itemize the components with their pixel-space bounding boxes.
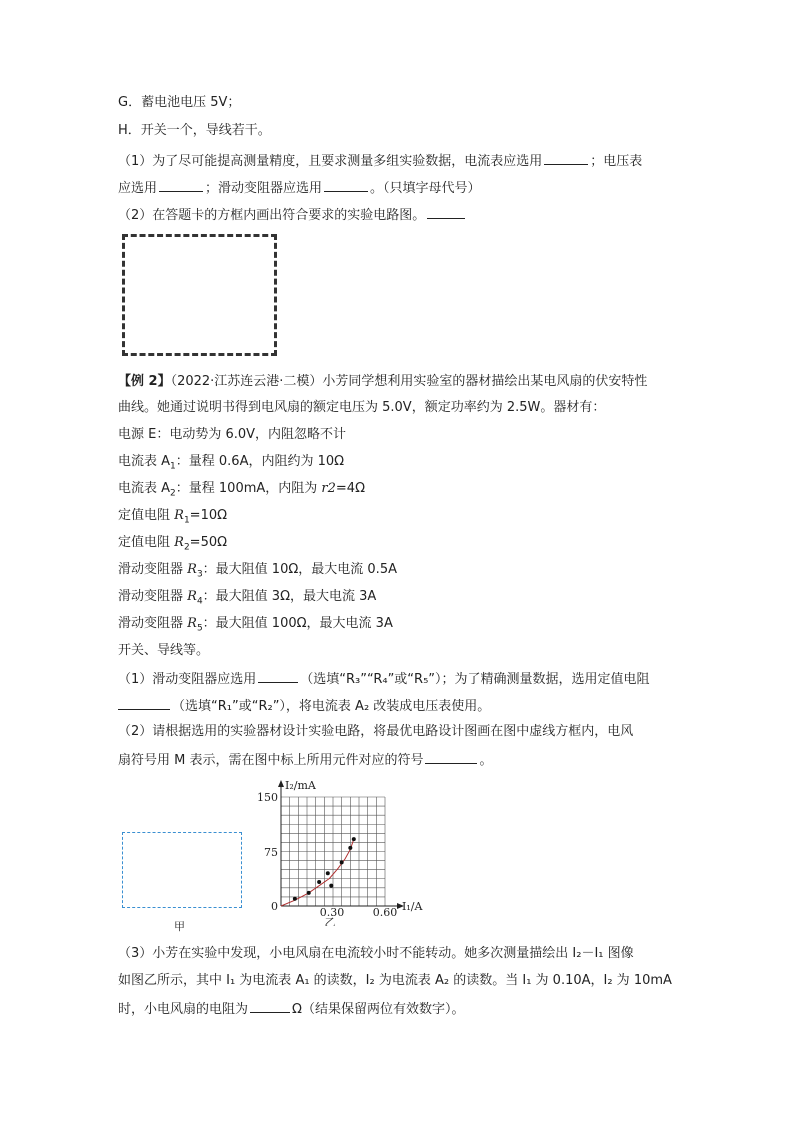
answer-blank-resistor-choice[interactable] [118,695,170,710]
equipment-power: 电源 E：电动势为 6.0V，内阻忽略不计 [118,427,347,442]
symbol: R [187,616,197,631]
subscript: 2 [170,488,176,499]
text: Ω（结果保留两位有效数字）。 [292,1002,465,1017]
text: ：最大阻值 3Ω，最大电流 3A [202,589,377,604]
answer-blank-rheostat-choice[interactable] [258,668,298,683]
part-1-line-a [118,668,650,690]
symbol: R [187,589,197,604]
question-2-line [118,204,467,226]
answer-blank-voltmeter[interactable] [159,177,203,192]
text: =10Ω [189,508,228,523]
text: 电流表 A [118,481,171,496]
equipment-r4 [118,587,376,612]
subscript: 1 [170,461,176,472]
line-g: G．蓄电池电压 5V； [118,95,241,110]
example-2-line-b: 曲线。她通过说明书得到电风扇的额定电压为 5.0V，额定功率约为 2.5W。器材有： [118,400,606,415]
equipment-r5 [118,614,393,639]
x-tick-label-030: 0.30 [319,906,345,919]
subscript: 3 [196,569,203,580]
y-axis-label: I₂/mA [285,779,316,792]
data-point-7 [348,846,352,850]
text: 。 [479,753,493,768]
answer-blank-rheostat[interactable] [324,177,368,192]
text: 时，小电风扇的电阻为 [118,1002,249,1017]
symbol: R [187,562,197,577]
text: 滑动变阻器 [118,589,188,604]
text: 滑动变阻器 [118,562,188,577]
answer-blank-circuit[interactable] [427,204,465,219]
text: （选填“R₁”或“R₂”），将电流表 A₂ 改装成电压表使用。 [172,699,491,714]
part-2-line-b [118,749,493,771]
text: 定值电阻 [118,535,175,550]
text: （1）为了尽可能提高测量精度，且要求测量多组实验数据，电流表应选用 [118,154,543,169]
subscript: 5 [196,623,203,634]
equipment-misc: 开关、导线等。 [118,643,210,658]
y-tick-label-150: 150 [257,791,278,804]
text: 应选用 [118,181,158,196]
part-3-line-c [118,998,464,1020]
text: （1）滑动变阻器应选用 [118,672,257,687]
text: ；电压表 [590,154,643,169]
data-point-6 [340,860,344,864]
y-tick-label-75: 75 [264,846,278,859]
question-1-line-b [118,177,481,199]
data-point-2 [307,891,311,895]
text: =50Ω [189,535,228,550]
equipment-a2 [118,479,365,504]
text: 定值电阻 [118,508,175,523]
data-point-3 [317,880,321,884]
x-tick-label-060: 0.60 [372,906,398,919]
example-tag: 【例 2】 [118,374,171,389]
figure-jia-label: 甲 [174,920,185,933]
text: 滑动变阻器 [118,616,188,631]
text: （2022·江苏连云港·二模）小芳同学想利用实验室的器材描绘出某电风扇的伏安特性 [170,374,648,389]
subscript: 1 [183,515,190,526]
text: ：最大阻值 10Ω，最大电流 0.5A [202,562,397,577]
y-axis-arrow [278,780,284,787]
text: （选填“R₃”“R₄”或“R₅”）；为了精确测量数据，选用定值电阻 [300,672,650,687]
equipment-r3 [118,560,397,585]
data-point-4 [329,884,333,888]
text: ：量程 0.6A，内阻约为 10Ω [175,454,345,469]
answer-blank-resistance[interactable] [250,998,290,1013]
figure-yi-label: 乙 [324,916,336,926]
text: 扇符号用 M 表示，需在图中标上所用元件对应的符号 [118,753,424,768]
text: 电流表 A [118,454,171,469]
line-h: H．开关一个，导线若干。 [118,123,271,138]
part-2-line-a: （2）请根据选用的实验器材设计实验电路，将最优电路设计图画在图中虚线方框内，电风 [118,724,634,739]
part-3-line-b: 如图乙所示，其中 I₁ 为电流表 A₁ 的读数，I₂ 为电流表 A₂ 的读数。当 I₁ 为 0.10A，I₂ 为 10mA [118,973,672,988]
symbol: r2 [321,481,336,496]
circuit-drawing-box[interactable] [122,234,277,356]
text: ：量程 100mA，内阻为 [175,481,322,496]
equipment-r1 [118,506,227,531]
part-1-line-b [118,695,490,717]
example-2-line-a [118,372,647,392]
figure-yi-graph [255,776,430,926]
subscript: 4 [196,596,203,607]
equipment-a1 [118,452,344,477]
subscript: 2 [183,542,190,553]
figure-jia-drawing-box[interactable] [122,832,242,908]
data-point-1 [293,897,297,901]
equipment-r2 [118,533,227,558]
x-axis-label: I₁/A [402,900,423,913]
answer-blank-ammeter[interactable] [544,150,588,165]
symbol: R [174,535,184,550]
origin-label: 0 [271,900,278,913]
grid [281,797,385,906]
text: ：最大阻值 100Ω，最大电流 3A [202,616,393,631]
text: ；滑动变阻器应选用 [205,181,323,196]
data-curve [281,839,354,906]
text: （2）在答题卡的方框内画出符合要求的实验电路图。 [118,208,426,223]
data-point-5 [326,871,330,875]
symbol: R [174,508,184,523]
answer-blank-symbols[interactable] [425,749,477,764]
text: 。（只填字母代号） [370,181,481,196]
part-3-line-a: （3）小芳在实验中发现，小电风扇在电流较小时不能转动。她多次测量描绘出 I₂－I₁ 图像 [118,946,634,961]
question-1-line-a [118,150,642,172]
text: =4Ω [335,481,366,496]
data-point-8 [352,837,356,841]
